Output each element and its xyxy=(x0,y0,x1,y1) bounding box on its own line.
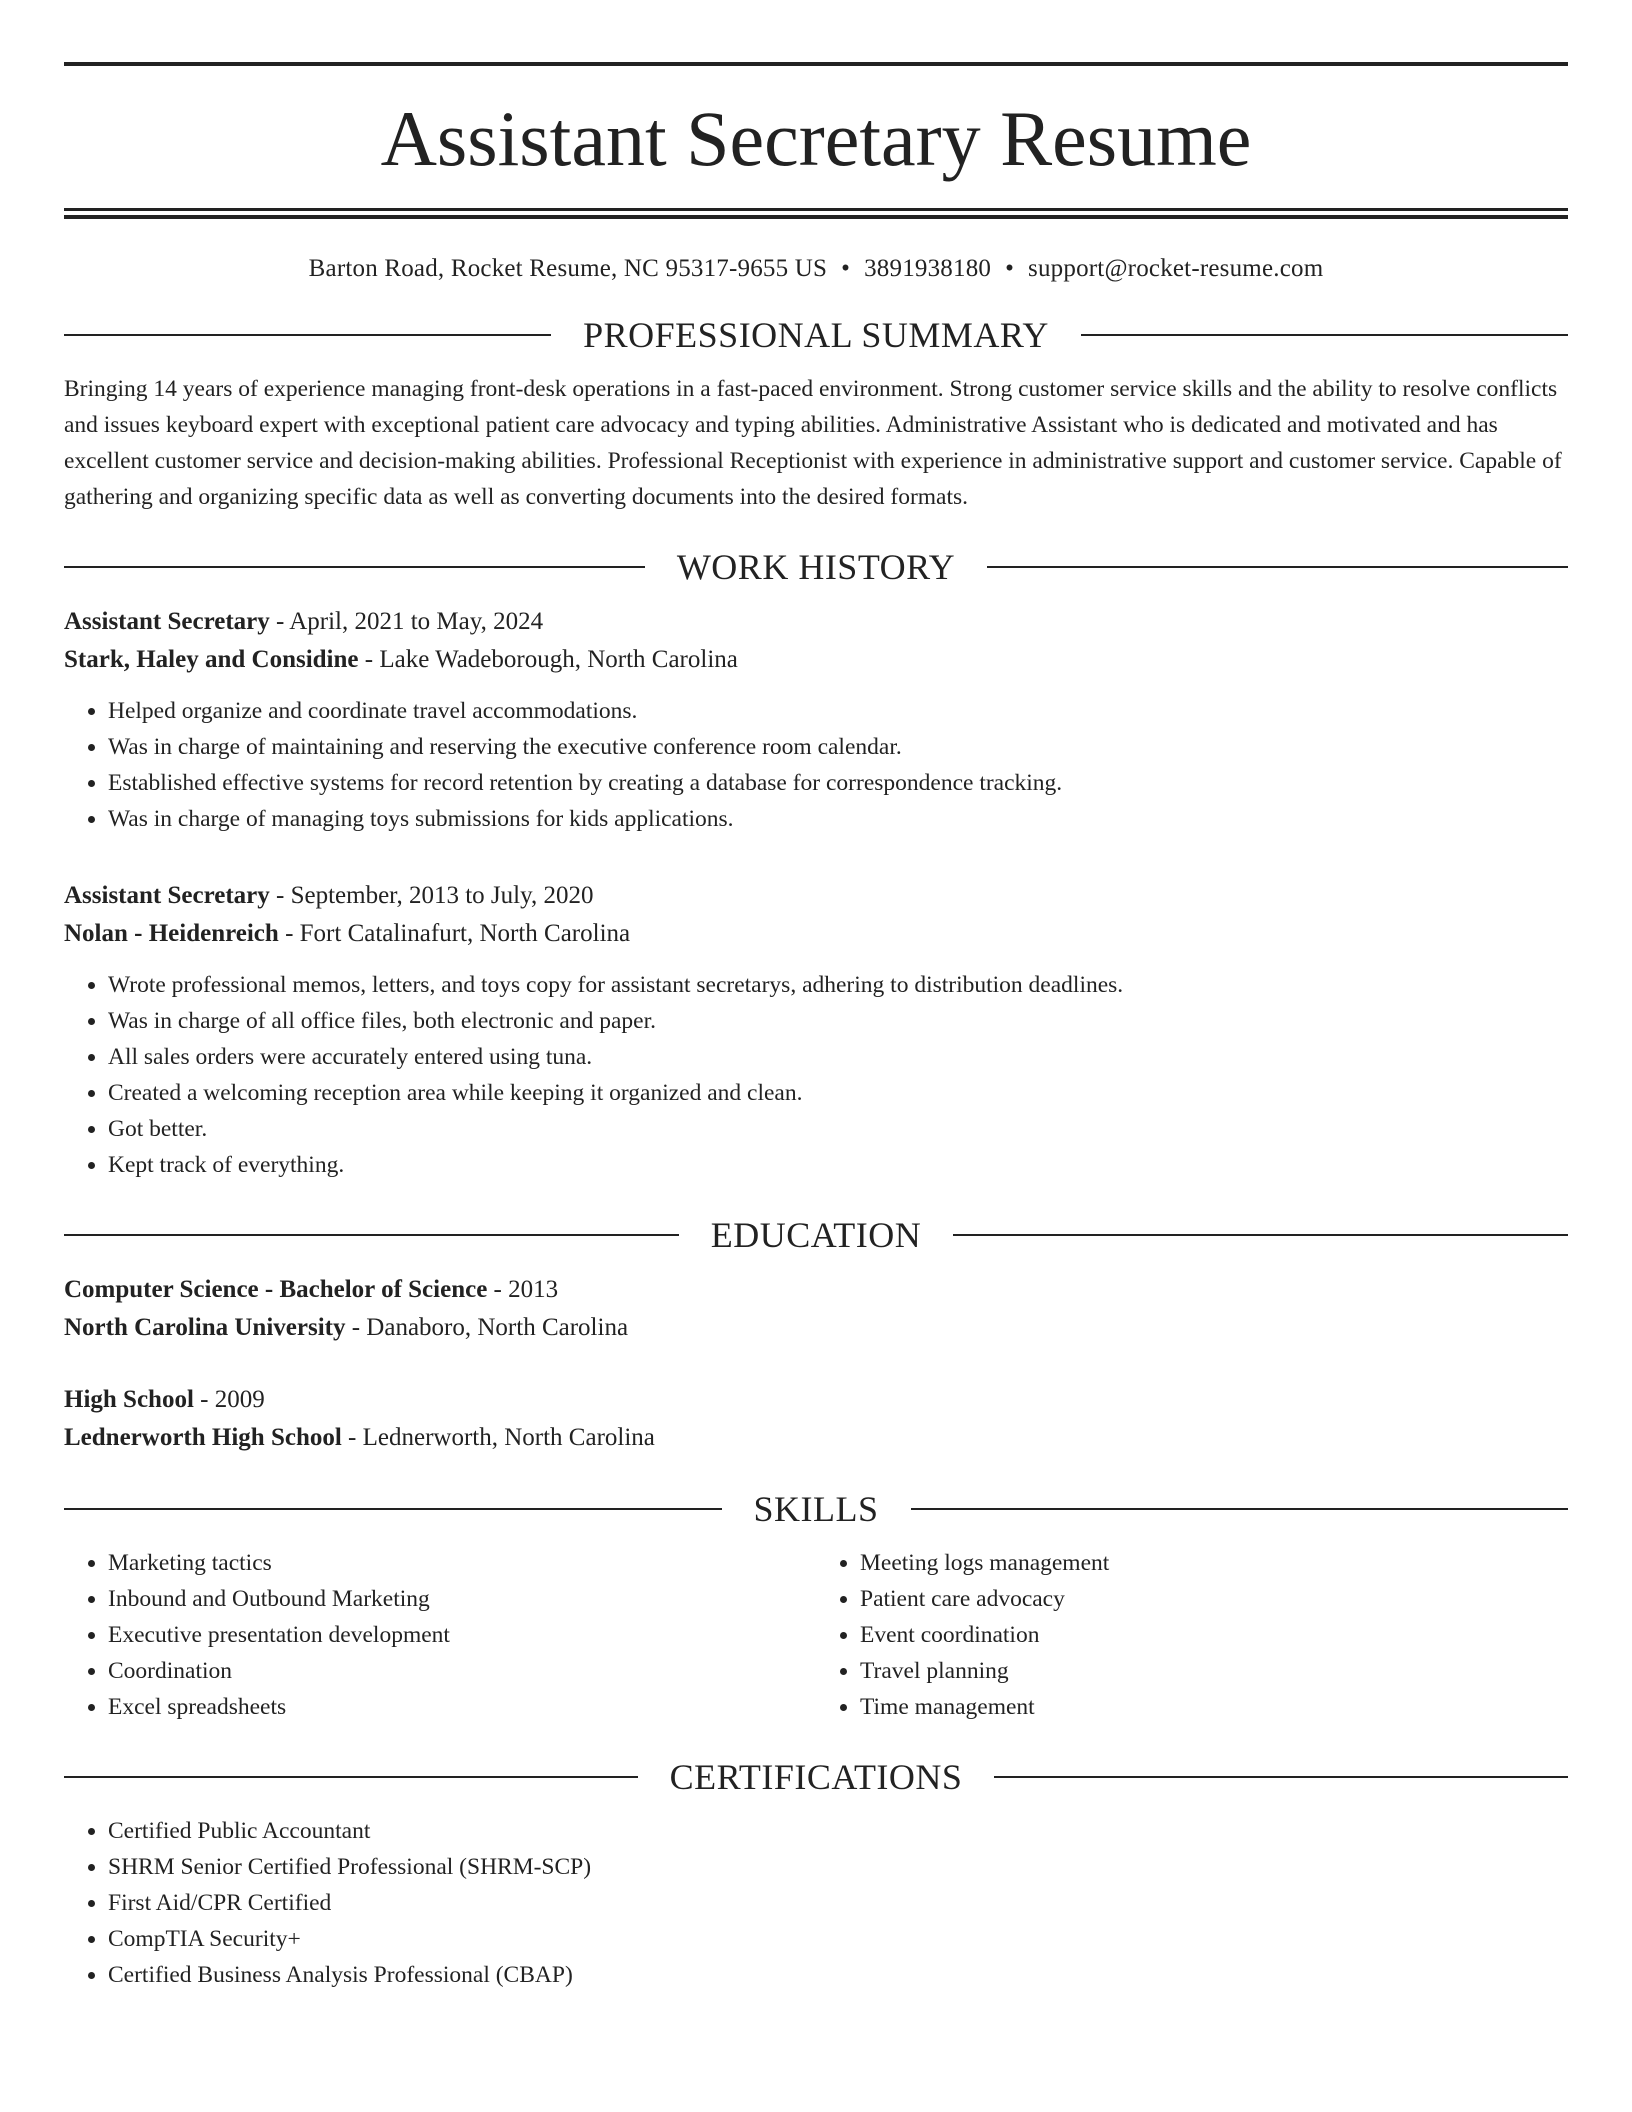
section-title: CERTIFICATIONS xyxy=(669,1757,963,1797)
education-degree: High School xyxy=(64,1386,194,1413)
list-item: • Travel planning xyxy=(860,1653,1568,1689)
heading-rule-left xyxy=(64,1508,722,1510)
list-item: • Wrote professional memos, letters, and toys copy for assistant secretarys, adhering to distribution deadlines. xyxy=(108,967,1568,1003)
education-year: - 2013 xyxy=(487,1276,559,1303)
contact-email: support@rocket-resume.com xyxy=(1028,255,1324,282)
summary-paragraph: Bringing 14 years of experience managing front-desk operations in a fast-paced environment. Strong customer service skills and the ability to resolve conflicts and issues keyboard expert with exceptional patient care advocacy and typing abilities. Administrative Assistant who is dedicated and motivated and has excellent customer service and decision-making abilities. Professional Receptionist with experience in administrative support and customer service. Capable of gathering and organizing specific data as well as converting documents into the desired formats. xyxy=(64,376,1562,510)
contact-separator: • xyxy=(1005,255,1015,282)
list-item: • Event coordination xyxy=(860,1617,1568,1653)
job-title-line xyxy=(64,603,1568,641)
contact-address: Barton Road, Rocket Resume, NC 95317-9655 US xyxy=(308,255,828,282)
job-company: Stark, Haley and Considine xyxy=(64,646,359,673)
job-dates: - April, 2021 to May, 2024 xyxy=(269,608,544,635)
list-item: • Time management xyxy=(860,1689,1568,1725)
list-item: • Certified Business Analysis Professional (CBAP) xyxy=(108,1957,1568,1993)
list-item: • Executive presentation development xyxy=(108,1617,816,1653)
section-title: PROFESSIONAL SUMMARY xyxy=(583,315,1049,355)
heading-rule-right xyxy=(911,1508,1569,1510)
list-item: • All sales orders were accurately entered using tuna. xyxy=(108,1039,1568,1075)
job-title-line xyxy=(64,877,1568,915)
list-item: • Was in charge of maintaining and reserving the executive conference room calendar. xyxy=(108,729,1568,765)
heading-rule-right xyxy=(994,1776,1568,1778)
section-heading-education xyxy=(64,1217,1568,1253)
job-entry xyxy=(64,603,1568,837)
heading-rule-left xyxy=(64,566,645,568)
skills-grid xyxy=(64,1545,1568,1725)
job-title: Assistant Secretary xyxy=(64,882,270,909)
job-bullets xyxy=(64,967,1568,1183)
list-item: • Marketing tactics xyxy=(108,1545,816,1581)
skills-list-left xyxy=(64,1545,816,1725)
heading-rule-left xyxy=(64,1776,638,1778)
education-location: - Lednerworth, North Carolina xyxy=(341,1424,655,1451)
contact-separator: • xyxy=(841,255,851,282)
section-heading-summary xyxy=(64,317,1568,353)
certifications-list xyxy=(64,1813,1568,1993)
list-item: • Certified Public Accountant xyxy=(108,1813,1568,1849)
section-title: SKILLS xyxy=(753,1489,879,1529)
job-location: - Lake Wadeborough, North Carolina xyxy=(358,646,738,673)
title-double-rule xyxy=(64,208,1568,219)
list-item: • First Aid/CPR Certified xyxy=(108,1885,1568,1921)
list-item: • Inbound and Outbound Marketing xyxy=(108,1581,816,1617)
job-entry xyxy=(64,877,1568,1183)
list-item: • Got better. xyxy=(108,1111,1568,1147)
list-item: • Was in charge of managing toys submissions for kids applications. xyxy=(108,801,1568,837)
education-entry xyxy=(64,1271,1568,1347)
contact-line xyxy=(64,255,1568,283)
education-degree-line xyxy=(64,1381,1568,1419)
job-dates: - September, 2013 to July, 2020 xyxy=(269,882,594,909)
list-item: • SHRM Senior Certified Professional (SHRM-SCP) xyxy=(108,1849,1568,1885)
job-bullets xyxy=(64,693,1568,837)
list-item: • Excel spreadsheets xyxy=(108,1689,816,1725)
list-item: • Was in charge of all office files, both electronic and paper. xyxy=(108,1003,1568,1039)
resume-title: Assistant Secretary Resume xyxy=(380,95,1252,182)
education-entry xyxy=(64,1381,1568,1457)
list-item: • Kept track of everything. xyxy=(108,1147,1568,1183)
heading-rule-right xyxy=(987,566,1568,568)
section-heading-skills xyxy=(64,1491,1568,1527)
education-year: - 2009 xyxy=(193,1386,265,1413)
job-location: - Fort Catalinafurt, North Carolina xyxy=(278,920,631,947)
job-title: Assistant Secretary xyxy=(64,608,270,635)
education-degree: Computer Science - Bachelor of Science xyxy=(64,1276,488,1303)
education-location: - Danaboro, North Carolina xyxy=(345,1314,629,1341)
list-item: • Patient care advocacy xyxy=(860,1581,1568,1617)
education-school: Lednerworth High School xyxy=(64,1424,342,1451)
education-school: North Carolina University xyxy=(64,1314,346,1341)
heading-rule-left xyxy=(64,1234,679,1236)
skills-list-right xyxy=(816,1545,1568,1725)
section-heading-work xyxy=(64,549,1568,585)
education-degree-line xyxy=(64,1271,1568,1309)
section-heading-certifications xyxy=(64,1759,1568,1795)
list-item: • CompTIA Security+ xyxy=(108,1921,1568,1957)
heading-rule-right xyxy=(1081,334,1568,336)
contact-phone: 3891938180 xyxy=(864,255,992,282)
section-title: WORK HISTORY xyxy=(676,547,956,587)
education-school-line xyxy=(64,1419,1568,1457)
list-item: • Helped organize and coordinate travel accommodations. xyxy=(108,693,1568,729)
list-item: • Established effective systems for record retention by creating a database for correspondence tracking. xyxy=(108,765,1568,801)
job-company-line xyxy=(64,915,1568,953)
job-company-line xyxy=(64,641,1568,679)
heading-rule-left xyxy=(64,334,551,336)
heading-rule-right xyxy=(953,1234,1568,1236)
section-title: EDUCATION xyxy=(710,1215,922,1255)
list-item: • Meeting logs management xyxy=(860,1545,1568,1581)
list-item: • Created a welcoming reception area while keeping it organized and clean. xyxy=(108,1075,1568,1111)
list-item: • Coordination xyxy=(108,1653,816,1689)
job-company: Nolan - Heidenreich xyxy=(64,920,279,947)
education-school-line xyxy=(64,1309,1568,1347)
